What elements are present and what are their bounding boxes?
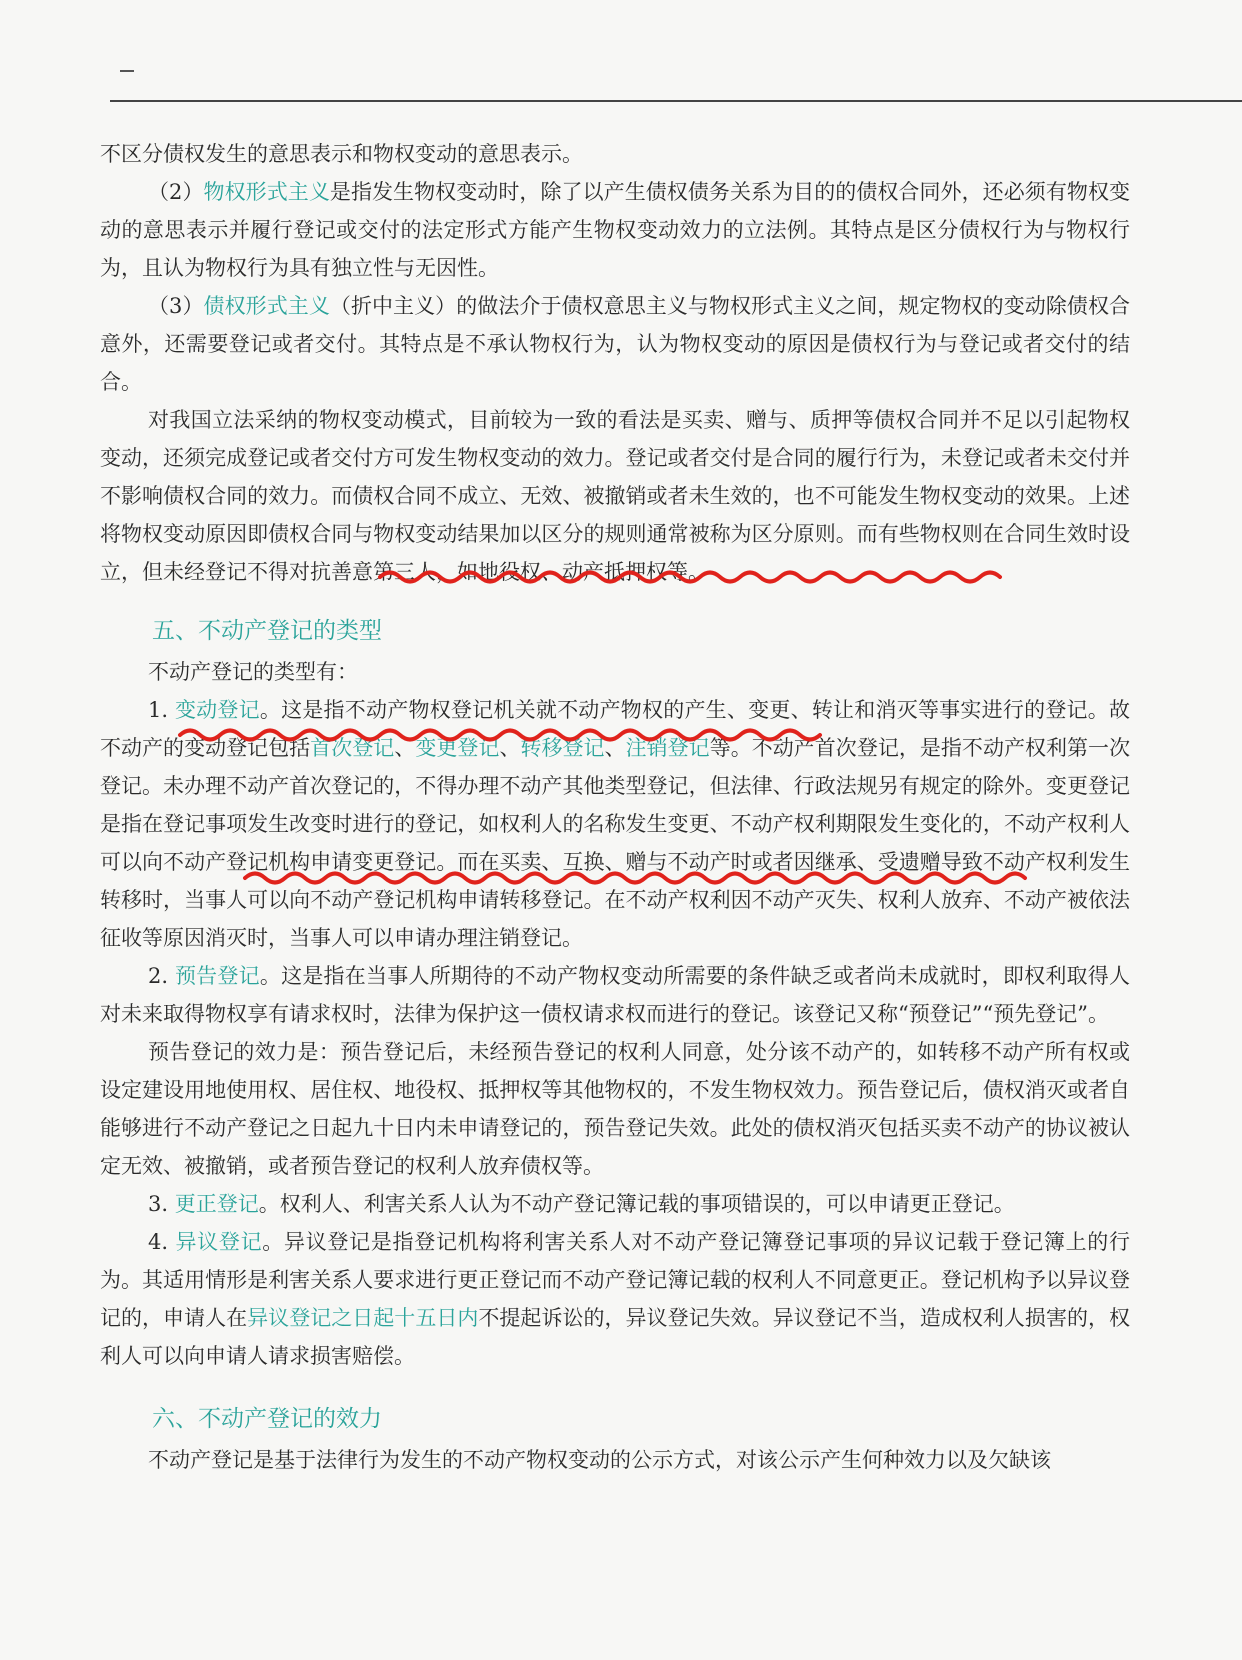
paragraph-text: 。权利人、利害关系人认为不动产登记簿记载的事项错误的，可以申请更正登记。 — [258, 1192, 1015, 1216]
term-cancellation-registration: 注销登记 — [625, 736, 710, 760]
separator: 、 — [604, 736, 626, 760]
paragraph-text: 不提起诉讼的，异议登记失效。异议登记不当，造成权利人损害的，权利人可以向申请人请求损害赔偿。 — [100, 1306, 1131, 1368]
section6-lead: 不动产登记是基于法律行为发生的不动产物权变动的公示方式，对该公示产生何种效力以及欠缺该 — [148, 1448, 1051, 1472]
paragraph-form-doctrine — [100, 173, 1130, 287]
item-number: 4. — [148, 1230, 176, 1254]
item-number: （3） — [148, 294, 204, 318]
list-item-correction-registration — [100, 1185, 1130, 1223]
paragraph-intro-tail: 不区分债权发生的意思表示和物权变动的意思表示。 — [100, 142, 583, 166]
document-page — [100, 135, 1130, 1479]
item-number: 3. — [148, 1192, 175, 1216]
paragraph-text: 。这是指不动产物权登记机关就不动产物权的产生、变更、转让和消灭等事实进行的登记。故不动产的变动登记包括 — [100, 698, 1131, 760]
term-objection-deadline: 异议登记之日起十五日内 — [247, 1306, 479, 1330]
item-number: （2） — [148, 180, 204, 204]
term-creditor-form: 债权形式主义 — [203, 294, 330, 318]
list-item-change-registration — [100, 691, 1130, 957]
paragraph-advance-effect: 预告登记的效力是：预告登记后，未经预告登记的权利人同意，处分该不动产的，如转移不动产所有权或设定建设用地使用权、居住权、地役权、抵押权等其他物权的，不发生物权效力。预告登记后，债权消灭或者自能够进行不动产登记之日起九十日内未申请登记的，预告登记失效。此处的债权消灭包括买卖不动产的协议被认定无效、被撤销，或者预告登记的权利人放弃债权等。 — [100, 1040, 1130, 1178]
paragraph-text: 。这是指在当事人所期待的不动产物权变动所需要的条件缺乏或者尚未成就时，即权利取得人对未来取得物权享有请求权时，法律为保护这一债权请求权而进行的登记。该登记又称“预登记”“预先登记”。 — [100, 964, 1131, 1026]
separator: 、 — [499, 736, 521, 760]
header-mark — [120, 70, 134, 72]
list-item-advance-registration — [100, 957, 1130, 1033]
section-heading-5: 五、不动产登记的类型 — [152, 618, 382, 644]
term-change-registration: 变动登记 — [174, 698, 260, 722]
paragraph-creditor-form — [100, 287, 1130, 401]
item-number: 1. — [148, 698, 175, 722]
term-transfer-registration: 转移登记 — [520, 736, 605, 760]
header-rule — [110, 100, 1242, 102]
paragraph-text: 是指发生物权变动时，除了以产生债权债务关系为目的的债权合同外，还必须有物权变动的意思表示并履行登记或交付的法定形式方能产生物权变动效力的立法例。其特点是区分债权行为与物权行为，且认为物权行为具有独立性与无因性。 — [100, 180, 1130, 280]
section5-lead: 不动产登记的类型有： — [148, 660, 358, 684]
list-item-objection-registration — [100, 1223, 1130, 1375]
term-objection-registration: 异议登记 — [175, 1230, 263, 1254]
term-property-form: 物权形式主义 — [203, 180, 330, 204]
item-number: 2. — [148, 964, 175, 988]
term-correction-registration: 更正登记 — [174, 1192, 259, 1216]
paragraph-text: 等。不动产首次登记，是指不动产权利第一次登记。未办理不动产首次登记的，不得办理不动产其他类型登记，但法律、行政法规另有规定的除外。变更登记是指在登记事项发生改变时进行的登记，如权利人的名称发生变更、不动产权利期限发生变化的，不动产权利人可以向不动产登记机构申请变更登记。而在买卖、互换、赠与不动产时或者因继承、受遗赠导致不动产权利发生转移时，当事人可以向不动产登记机构申请转移登记。在不动产权利因不动产灭失、权利人放弃、不动产被依法征收等原因消灭时，当事人可以申请办理注销登记。 — [100, 736, 1131, 950]
paragraph-china-model: 对我国立法采纳的物权变动模式，目前较为一致的看法是买卖、赠与、质押等债权合同并不足以引起物权变动，还须完成登记或者交付方可发生物权变动的效力。登记或者交付是合同的履行行为，未登记或者未交付并不影响债权合同的效力。而债权合同不成立、无效、被撤销或者未生效的，也不可能发生物权变动的效果。上述将物权变动原因即债权合同与物权变动结果加以区分的规则通常被称为区分原则。而有些物权则在合同生效时设立，但未经登记不得对抗善意第三人，如地役权、动产抵押权等。 — [100, 408, 1130, 584]
term-alteration-registration: 变更登记 — [415, 736, 500, 760]
paragraph-text: 。异议登记是指登记机构将利害关系人对不动产登记簿登记事项的异议记载于登记簿上的行为。其适用情形是利害关系人要求进行更正登记而不动产登记簿记载的权利人不同意更正。登记机构予以异议登记的，申请人在 — [100, 1230, 1131, 1330]
separator: 、 — [394, 736, 416, 760]
term-advance-registration: 预告登记 — [174, 964, 260, 988]
paragraph-text: （折中主义）的做法介于债权意思主义与物权形式主义之间，规定物权的变动除债权合意外，还需要登记或者交付。其特点是不承认物权行为，认为物权变动的原因是债权行为与登记或者交付的结合。 — [100, 294, 1130, 394]
section-heading-6: 六、不动产登记的效力 — [152, 1406, 382, 1432]
term-first-registration: 首次登记 — [310, 736, 395, 760]
